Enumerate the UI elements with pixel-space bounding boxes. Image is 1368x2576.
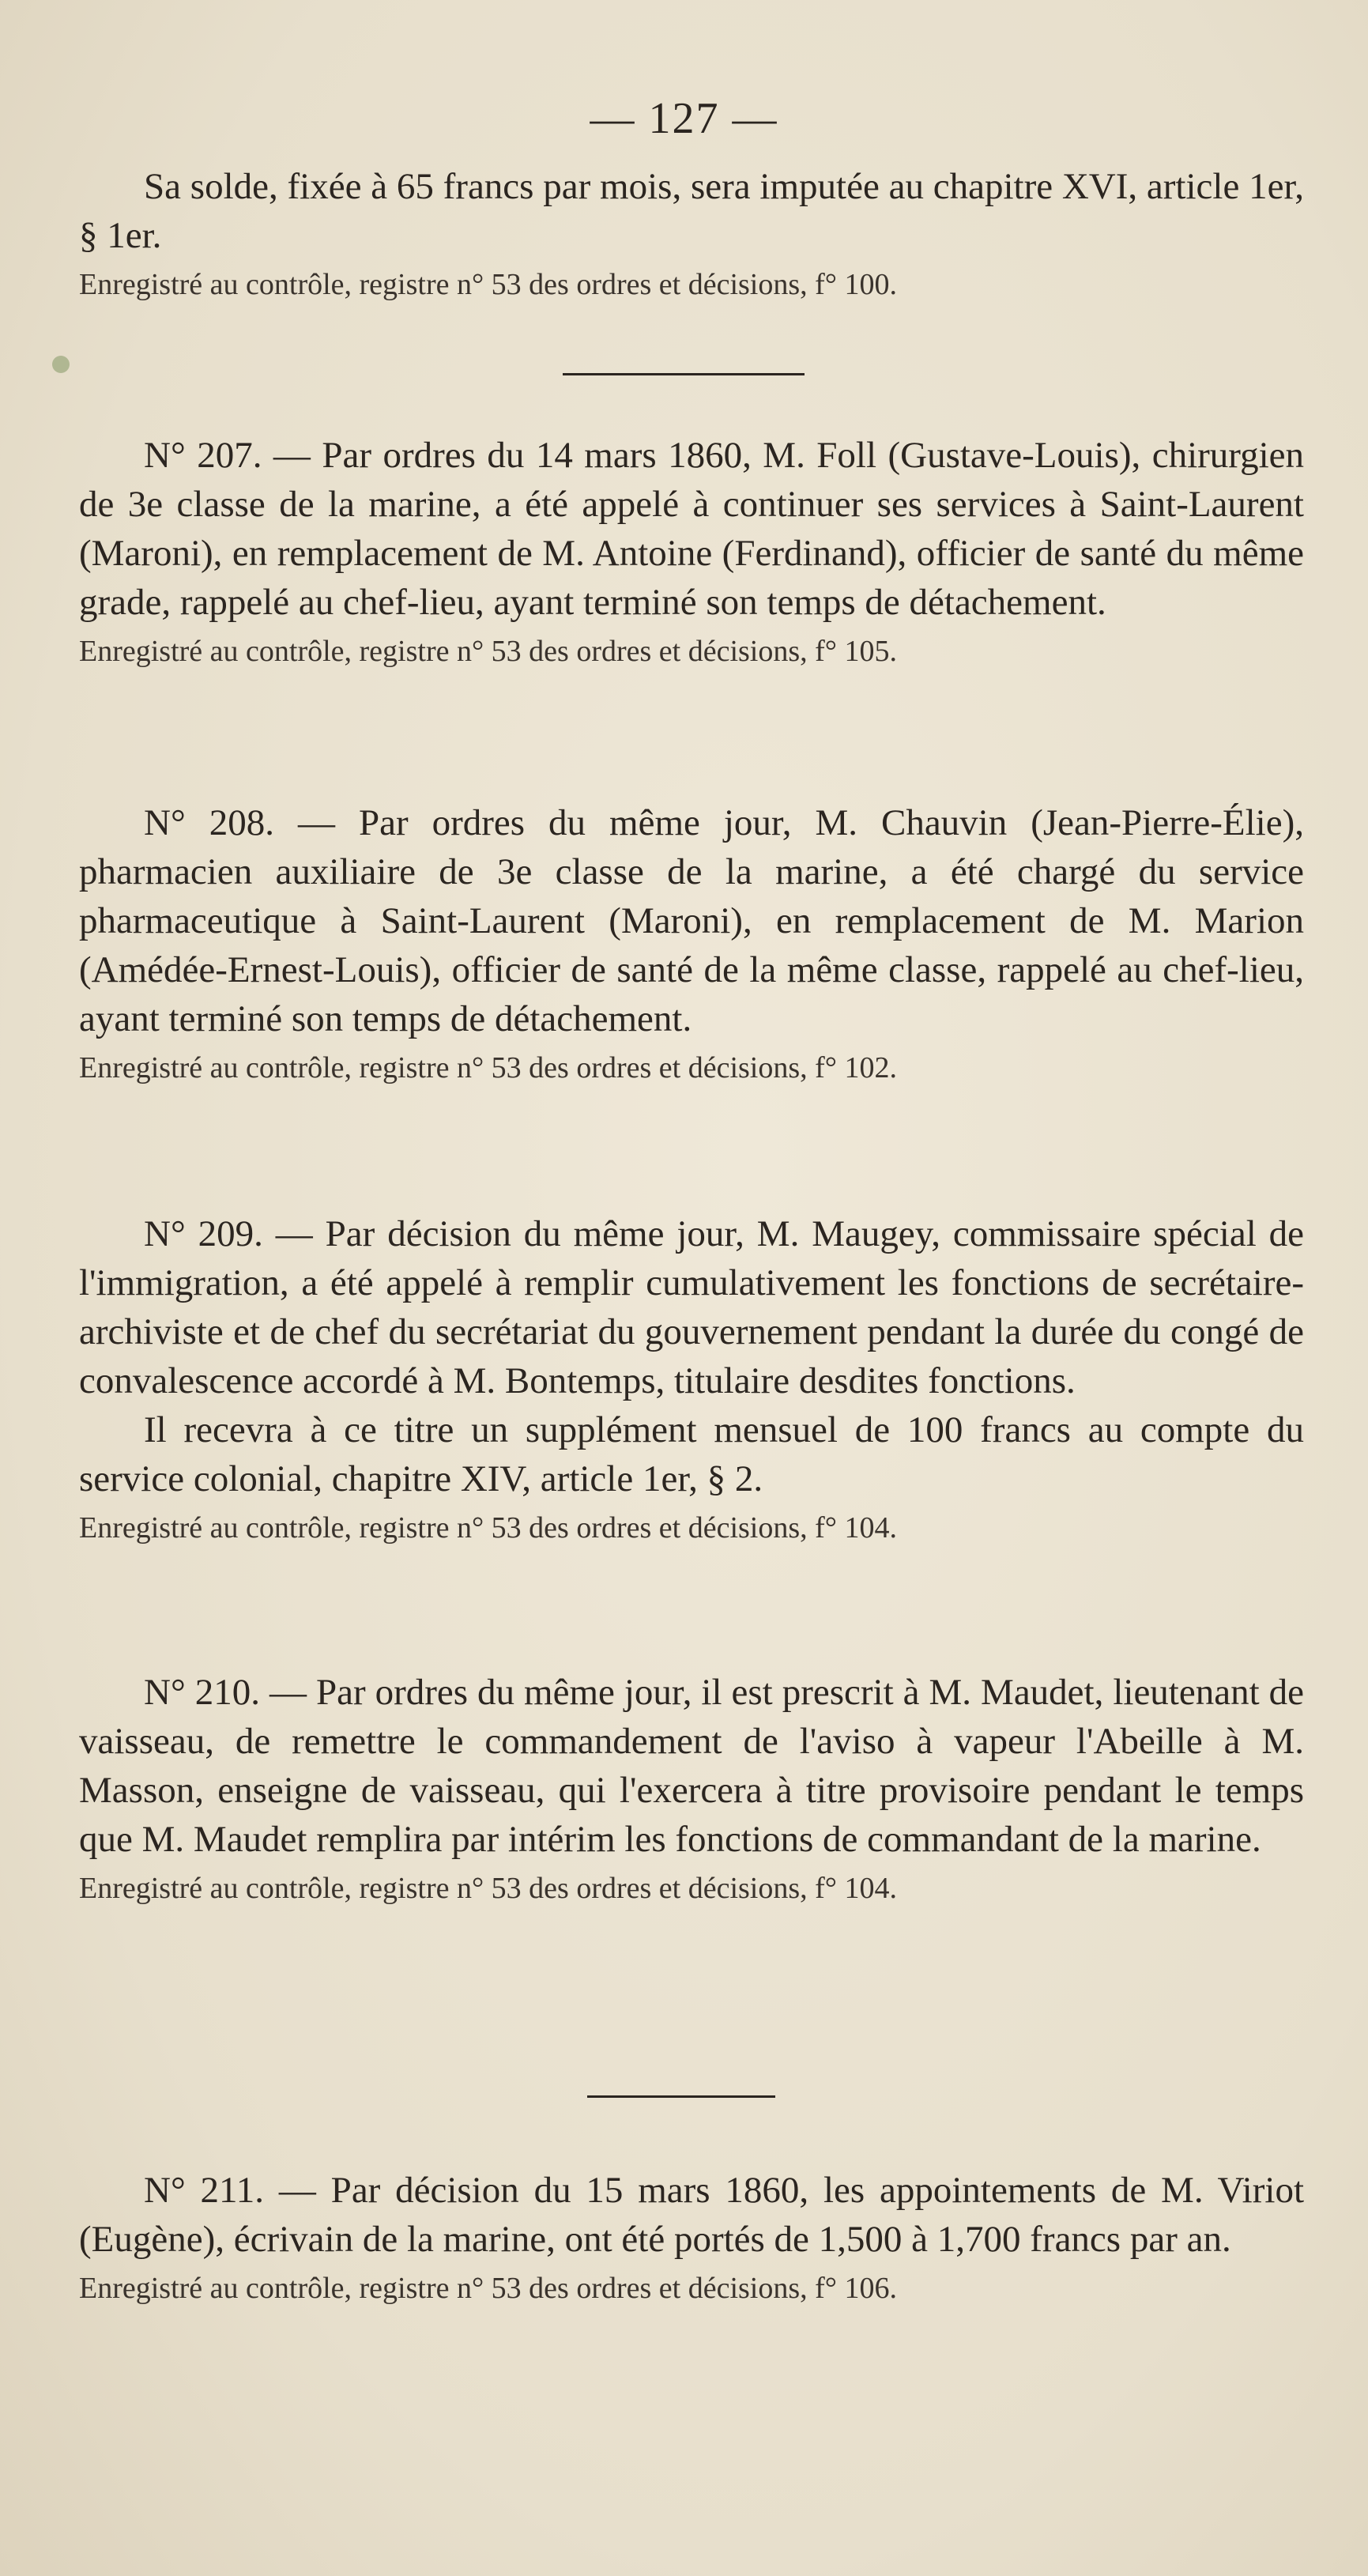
entry-number: N° 209. (144, 1213, 263, 1254)
registration-note: Enregistré au contrôle, registre n° 53 des ordres et décisions, f° 102. (79, 1051, 897, 1084)
paragraph-solde: Sa solde, fixée à 65 francs par mois, sera imputée au chapitre XVI, article 1er, § 1er. (79, 166, 1304, 256)
entry-body: — Par ordres du même jour, il est prescrit à M. Maudet, lieutenant de vaisseau, de remettre le commandement de l'aviso à vapeur l'Abeille à M. Masson, enseigne de vaisseau, qui l'exercera à titre provisoire pendant le temps que M. Maudet remplira par intérim les fonctions de commandant de la marine. (79, 1672, 1304, 1860)
entry-text (79, 1209, 1304, 1405)
registration-note: Enregistré au contrôle, registre n° 53 des ordres et décisions, f° 100. (79, 268, 897, 301)
entry-text (79, 798, 1304, 1043)
entry-text (79, 431, 1304, 627)
registration-note: Enregistré au contrôle, registre n° 53 des ordres et décisions, f° 105. (79, 635, 897, 668)
top-block (79, 162, 1304, 309)
entry-210 (79, 1668, 1304, 1913)
page-number: — 127 — (590, 94, 778, 143)
entry-body: — Par ordres du 14 mars 1860, M. Foll (Gustave-Louis), chirurgien de 3e classe de la marine, a été appelé à continuer ses services à Saint-Laurent (Maroni), en remplacement de M. Antoine (Ferdinand), officier de santé du même grade, rappelé au chef-lieu, ayant terminé son temps de détachement. (79, 435, 1305, 623)
entry-number: N° 211. (144, 2170, 265, 2211)
entry-body: — Par décision du même jour, M. Maugey, commissaire spécial de l'immigration, a été appelé à remplir cumulativement les fonctions de secrétaire-archiviste et de chef du secrétariat du gouvernement pendant la durée du congé de convalescence accordé à M. Bontemps, titulaire desdites fonctions. (79, 1213, 1305, 1401)
entry-208 (79, 798, 1304, 1092)
section-rule (563, 373, 805, 375)
entry-number: N° 208. (144, 802, 274, 843)
registration-note: Enregistré au contrôle, registre n° 53 des ordres et décisions, f° 104. (79, 1511, 897, 1544)
entry-body: — Par ordres du même jour, M. Chauvin (Jean-Pierre-Élie), pharmacien auxiliaire de 3e classe de la marine, a été chargé du service pharmaceutique à Saint-Laurent (Maroni), en remplacement de M. Marion (Amédée-Ernest-Louis), officier de santé de la même classe, rappelé au chef-lieu, ayant terminé son temps de détachement. (79, 802, 1305, 1039)
entry-209 (79, 1209, 1304, 1552)
entry-text (79, 1668, 1304, 1864)
entry-211 (79, 2166, 1304, 2313)
entry-extra: Il recevra à ce titre un supplément mensuel de 100 francs au compte du service colonial, chapitre XIV, article 1er, § 2. (79, 1409, 1304, 1499)
stain-mark (52, 356, 70, 373)
registration-note: Enregistré au contrôle, registre n° 53 des ordres et décisions, f° 106. (79, 2272, 897, 2305)
entry-207 (79, 431, 1304, 676)
entry-number: N° 207. (144, 435, 262, 476)
entry-body: — Par décision du 15 mars 1860, les appointements de M. Viriot (Eugène), écrivain de la marine, ont été portés de 1,500 à 1,700 francs par an. (79, 2170, 1305, 2260)
entry-number: N° 210. (144, 1672, 260, 1713)
section-rule (587, 2095, 775, 2098)
entry-text (79, 2166, 1304, 2264)
registration-note: Enregistré au contrôle, registre n° 53 des ordres et décisions, f° 104. (79, 1872, 897, 1905)
